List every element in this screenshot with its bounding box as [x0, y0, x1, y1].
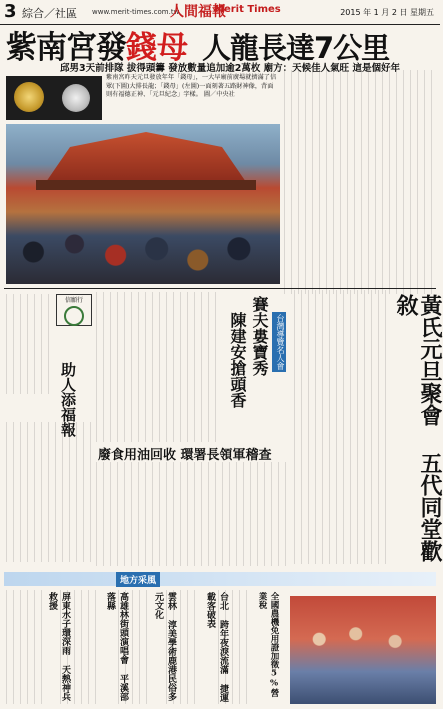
article-kicker: 台灣導覽名人會 — [272, 312, 286, 372]
temple-crowd-photo — [6, 124, 280, 284]
website: www.merit-times.com.tw — [92, 8, 180, 16]
sidebar-feature — [6, 292, 92, 564]
masthead-en: Merit Times — [214, 4, 281, 15]
regional-banner-label: 地方采風 — [116, 572, 160, 587]
feature-title: 助人添福報 — [59, 362, 77, 437]
photographer-credit: 圖／中央社 — [203, 91, 235, 99]
article-incense — [96, 292, 288, 442]
regional-headline-2: 高雄林街頭演唱會 平溪部落縣 — [105, 592, 128, 701]
article-oil-title: 廢食用油回收 環署長領軍稽查 — [98, 448, 272, 463]
coin-front-icon — [14, 82, 44, 112]
section-label: 綜合／社區 — [22, 7, 77, 20]
temple-roof — [46, 132, 246, 182]
coin-photo — [6, 76, 102, 120]
page-number: 3 — [4, 1, 17, 22]
photo-caption — [106, 74, 278, 120]
regional-banner — [4, 572, 436, 586]
headline — [6, 22, 436, 66]
main-story-text — [284, 70, 436, 294]
article-title-1: 賽夫婁寶秀 — [250, 296, 269, 376]
feature-tag — [56, 294, 92, 326]
temple-eave — [36, 180, 256, 190]
headline-highlight: 錢母 — [126, 30, 188, 66]
headline-part1: 紫南宮發 — [6, 30, 126, 66]
regional-photo — [290, 596, 436, 704]
masthead-cn: 人間福報 — [170, 4, 226, 20]
issue-date: 2015 年 1 月 2 日 星期五 — [340, 8, 434, 17]
coin-back-icon — [62, 84, 90, 112]
photo-caption-text: 紫南宮昨天元旦發放年年「錢母」，一大早廟前廣場就擠滿了信眾(下圖)大排長龍；「錢母」(左圖)一面刻著五路財神像，背面則有福德正神、「元旦紀念」字樣。 — [106, 74, 277, 99]
article-oil-text — [96, 462, 288, 566]
headline-part2: 人龍長達7公里 — [202, 31, 390, 65]
regional-headline-3: 雲林 淳美學術鹿港民俗多元文化 — [153, 592, 176, 701]
regional-headline-1: 屏東水子環深雨 天熱神兵救援 — [47, 592, 70, 701]
subheadline: 邱男3天前排隊 拔得頭籌 發放數量追加逾2萬枚 廟方：天候佳人氣旺 這是個好年 — [60, 63, 400, 74]
article-huang — [294, 290, 443, 568]
article-huang-title: 黃氏元旦聚會 五代同堂歡敘 — [393, 294, 443, 562]
feature-logo-icon — [64, 306, 84, 326]
regional-headline-5: 台北 跨年夜淚流滿 捷運載客破表 — [205, 592, 228, 702]
article-title-2: 陳建安搶頭香 — [228, 312, 247, 408]
regional-headline-6: 全國農機免用證加徵5%營業稅 — [257, 592, 279, 697]
feature-tag-label: 信願行 — [64, 297, 83, 304]
